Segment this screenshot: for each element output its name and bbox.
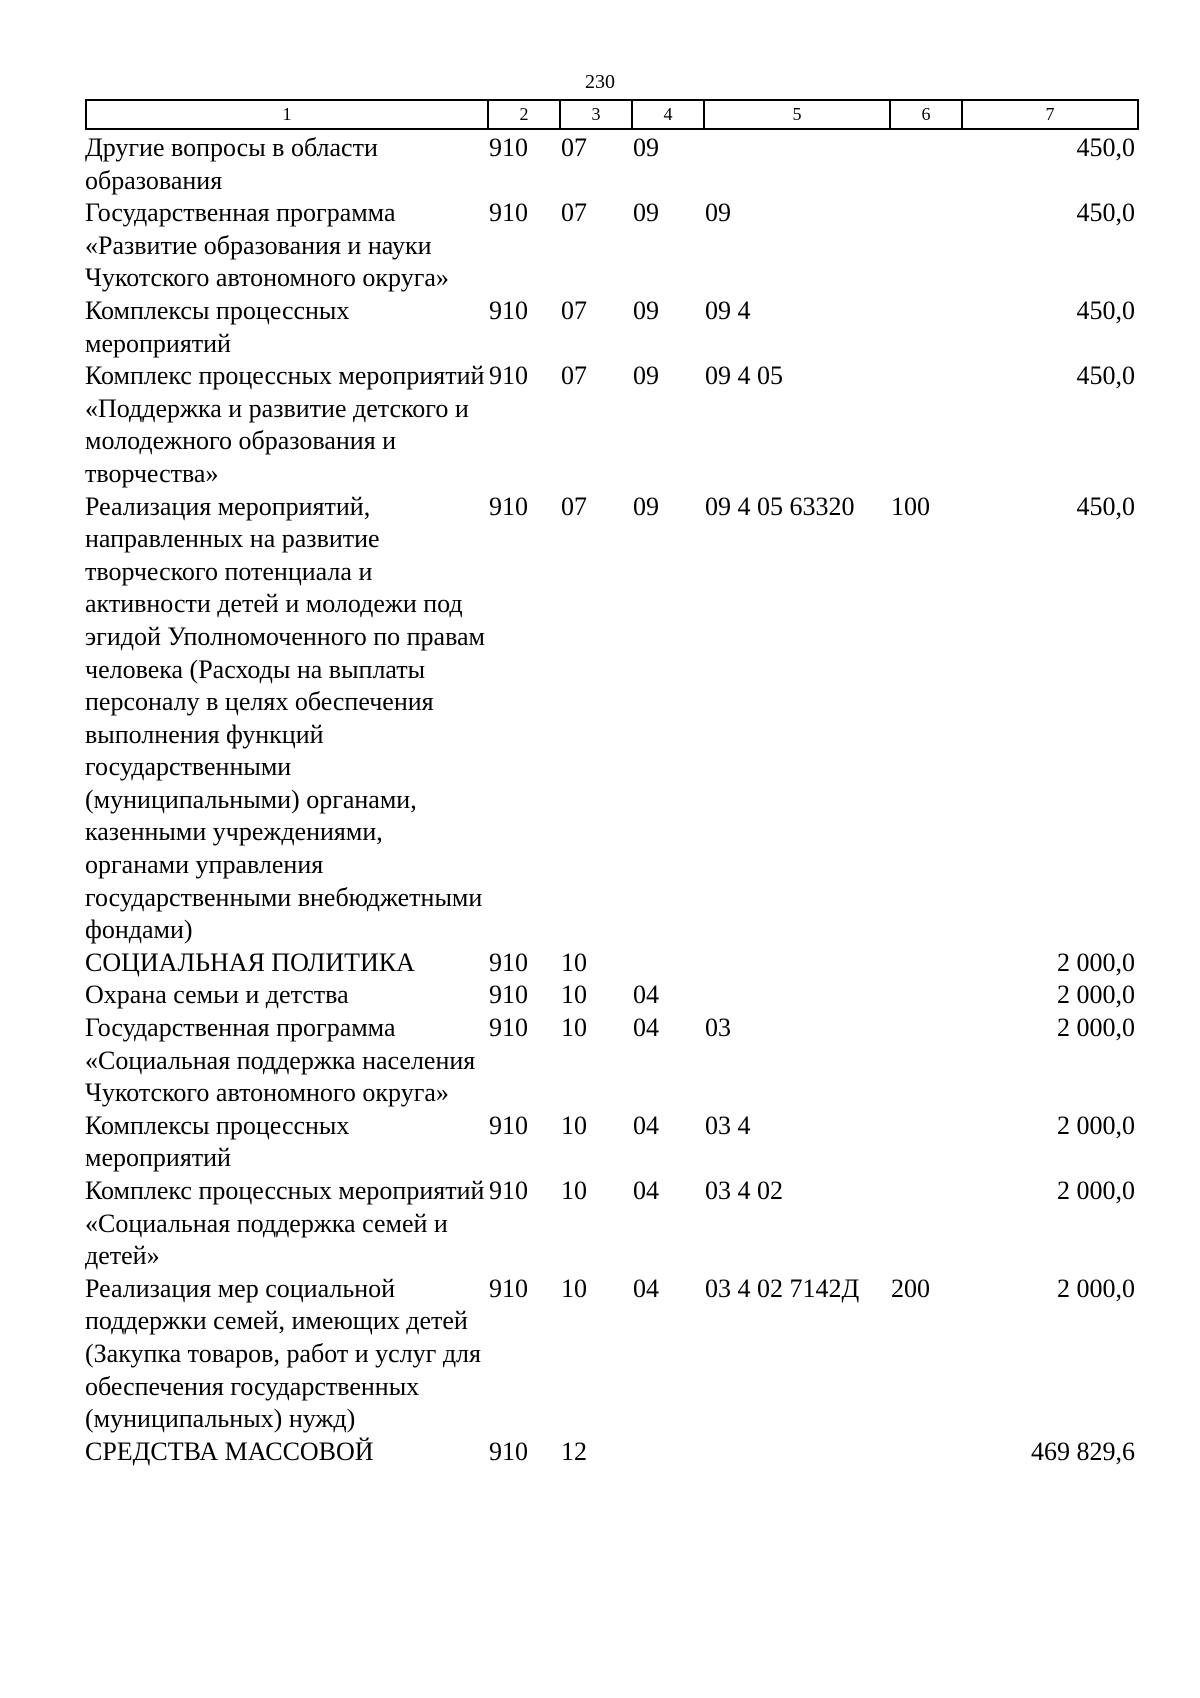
table-row — [85, 1175, 1137, 1273]
row-code-5 — [703, 979, 889, 1012]
column-header-5: 5 — [704, 100, 890, 129]
row-code-2: 910 — [489, 491, 528, 521]
row-code-3: 07 — [561, 295, 587, 325]
row-code-5: 03 — [705, 1013, 731, 1043]
row-code-4: 04 — [633, 1273, 659, 1303]
table-row — [85, 1110, 1137, 1175]
row-code-4: 04 — [633, 1013, 659, 1043]
row-amount: 2 000,0 — [1057, 1013, 1135, 1043]
row-code-4: 09 — [633, 491, 659, 521]
row-code-4: 09 — [633, 361, 659, 391]
row-code-6 — [889, 295, 961, 360]
row-code-5: 09 4 05 63320 — [705, 491, 855, 521]
row-code-5 — [703, 947, 889, 980]
row-code-4: 09 — [633, 198, 659, 228]
row-code-2: 910 — [489, 1013, 528, 1043]
row-code-4: 09 — [633, 295, 659, 325]
row-code-2: 910 — [489, 133, 528, 162]
row-code-6 — [889, 1110, 961, 1175]
row-code-2: 910 — [489, 1176, 528, 1205]
row-code-4 — [631, 947, 703, 980]
column-header-7: 7 — [962, 100, 1138, 129]
row-code-2: 910 — [489, 198, 528, 228]
row-name: Комплексы процессных мероприятий — [85, 1110, 350, 1173]
row-code-2: 910 — [489, 361, 528, 391]
row-name: Комплекс процессных мероприятий «Социальная поддержка семей и детей» — [85, 1176, 485, 1271]
row-amount: 2 000,0 — [1057, 980, 1135, 1010]
row-amount: 450,0 — [1076, 491, 1135, 521]
row-code-5: 03 4 02 — [705, 1176, 783, 1205]
row-code-2: 910 — [489, 295, 528, 325]
table-row — [85, 1273, 1137, 1436]
row-code-4: 04 — [633, 980, 659, 1010]
row-code-6 — [889, 197, 961, 295]
table-row — [85, 132, 1137, 197]
row-name: Государственная программа «Развитие образования и науки Чукотского автономного округа» — [85, 198, 449, 293]
table-row — [85, 947, 1137, 980]
row-code-6 — [889, 132, 961, 197]
row-code-3: 10 — [561, 1110, 587, 1140]
table-row — [85, 197, 1137, 295]
column-header-1: 1 — [86, 100, 488, 129]
column-header-3: 3 — [560, 100, 632, 129]
row-name: Комплексы процессных мероприятий — [85, 295, 350, 358]
row-code-3: 07 — [561, 198, 587, 228]
row-code-2: 910 — [489, 980, 528, 1010]
column-header-table — [85, 99, 1139, 130]
row-code-6 — [889, 360, 961, 490]
row-amount: 450,0 — [1076, 133, 1135, 162]
row-code-4 — [631, 1436, 703, 1469]
column-header-row — [86, 100, 1138, 129]
row-code-2: 910 — [489, 1436, 528, 1466]
row-name: Государственная программа «Социальная поддержка населения Чукотского автономного округа» — [85, 1013, 476, 1108]
row-code-3: 10 — [561, 1273, 587, 1303]
row-code-4: 09 — [633, 133, 659, 162]
row-code-6 — [889, 1012, 961, 1110]
row-code-5: 09 4 05 — [705, 361, 783, 391]
row-code-6: 200 — [891, 1273, 930, 1303]
row-code-6 — [889, 979, 961, 1012]
row-code-4: 04 — [633, 1110, 659, 1140]
row-code-4: 04 — [633, 1176, 659, 1205]
row-code-6: 100 — [891, 491, 930, 521]
table-row — [85, 1436, 1137, 1469]
row-name: Реализация мер социальной поддержки семей, имеющих детей (Закупка товаров, работ и услуг для обеспечения государственных (муниципальных) нужд) — [85, 1273, 481, 1434]
row-name: Другие вопросы в области образования — [85, 133, 378, 195]
row-code-2: 910 — [489, 1273, 528, 1303]
row-amount: 2 000,0 — [1057, 1176, 1135, 1205]
row-code-3: 10 — [561, 1013, 587, 1043]
row-code-5: 03 4 — [705, 1110, 751, 1140]
row-amount: 450,0 — [1076, 198, 1135, 228]
row-code-5: 03 4 02 7142Д — [705, 1273, 860, 1303]
table-row — [85, 1012, 1137, 1110]
row-name: Комплекс процессных мероприятий «Поддержка и развитие детского и молодежного образования и творчества» — [85, 361, 485, 488]
row-code-5: 09 — [705, 198, 731, 228]
row-code-3: 07 — [561, 361, 587, 391]
row-amount: 450,0 — [1076, 361, 1135, 391]
row-amount: 2 000,0 — [1057, 1273, 1135, 1303]
column-header-2: 2 — [488, 100, 560, 129]
row-name: СРЕДСТВА МАССОВОЙ — [85, 1436, 374, 1466]
row-code-3: 10 — [561, 980, 587, 1010]
row-amount: 469 829,6 — [1031, 1436, 1135, 1466]
row-code-6 — [889, 1436, 961, 1469]
row-code-5 — [703, 1436, 889, 1469]
row-code-3: 12 — [561, 1436, 587, 1466]
row-code-3: 07 — [561, 491, 587, 521]
table-row — [85, 491, 1137, 947]
row-code-6 — [889, 947, 961, 980]
row-code-2: 910 — [489, 1110, 528, 1140]
row-code-5: 09 4 — [705, 295, 751, 325]
row-name: СОЦИАЛЬНАЯ ПОЛИТИКА — [85, 947, 415, 977]
page-number: 230 — [585, 71, 615, 93]
row-name: Реализация мероприятий, направленных на развитие творческого потенциала и активности детей и молодежи под эгидой Уполномоченного по правам человека (Расходы на выплаты персоналу в целях обеспечения выполнения функций государственными (муниципальными) органами, казенными учреждениями, органами управления государственными внебюджетными фондами) — [85, 491, 486, 945]
row-amount: 2 000,0 — [1057, 1110, 1135, 1140]
table-row — [85, 979, 1137, 1012]
column-header-6: 6 — [890, 100, 962, 129]
row-code-6 — [889, 1175, 961, 1273]
row-amount: 450,0 — [1076, 295, 1135, 325]
row-code-5 — [703, 132, 889, 197]
row-code-3: 07 — [561, 133, 587, 162]
row-code-2: 910 — [489, 947, 528, 977]
table-row — [85, 360, 1137, 490]
table-row — [85, 295, 1137, 360]
budget-table — [85, 132, 1137, 1468]
column-header-4: 4 — [632, 100, 704, 129]
row-code-3: 10 — [561, 947, 587, 977]
row-code-3: 10 — [561, 1176, 587, 1205]
row-name: Охрана семьи и детства — [85, 980, 349, 1010]
row-amount: 2 000,0 — [1057, 947, 1135, 977]
